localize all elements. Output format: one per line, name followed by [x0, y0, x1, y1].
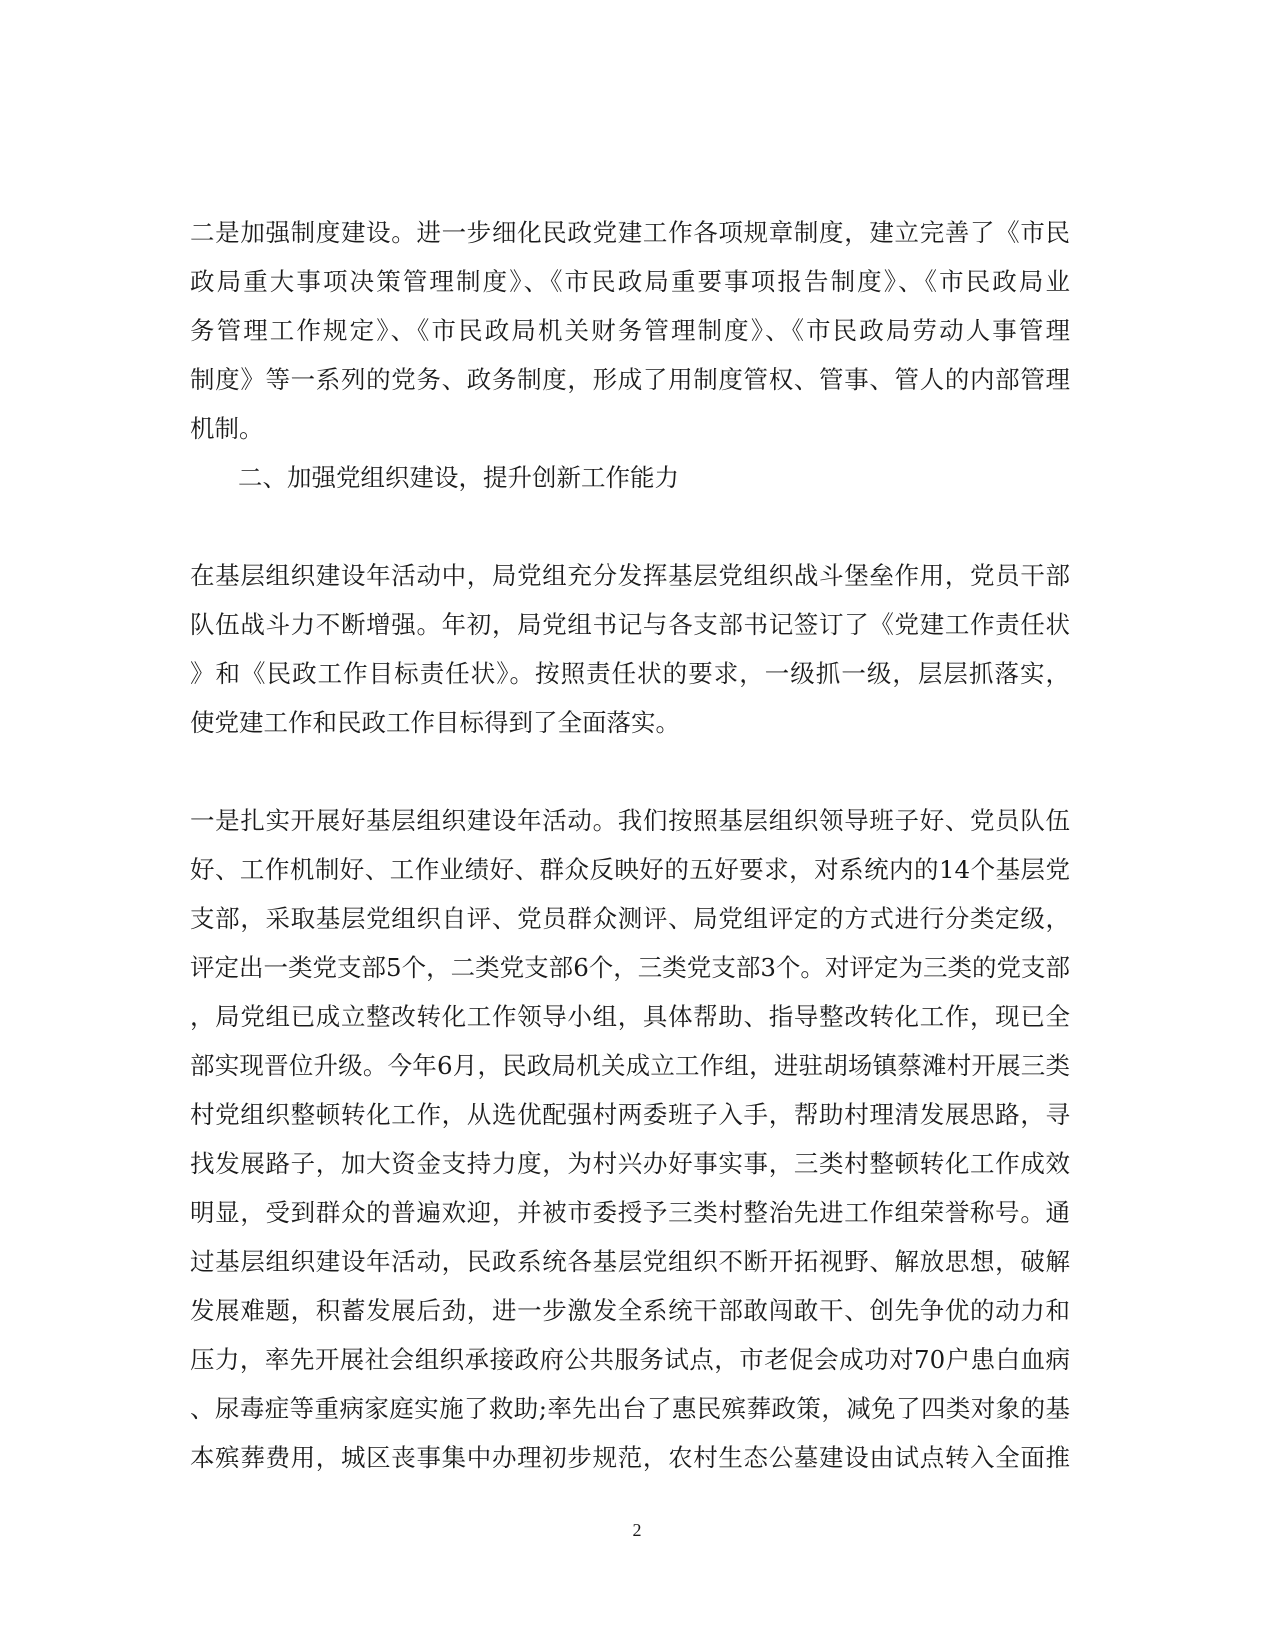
text-line: 压力，率先开展社会组织承接政府公共服务试点，市老促会成功对70户患白血病 — [190, 1345, 1070, 1374]
text-line: 过基层组织建设年活动，民政系统各基层党组织不断开拓视野、解放思想，破解 — [190, 1247, 1070, 1276]
section-heading: 二、加强党组织建设，提升创新工作能力 — [238, 463, 679, 492]
text-line: ，局党组已成立整改转化工作领导小组，具体帮助、指导整改转化工作，现已全 — [190, 1002, 1070, 1031]
page-number: 2 — [632, 1520, 642, 1540]
text-line: 政局重大事项决策管理制度》、《市民政局重要事项报告制度》、《市民政局业 — [190, 267, 1070, 296]
text-line: 务管理工作规定》、《市民政局机关财务管理制度》、《市民政局劳动人事管理 — [190, 316, 1070, 345]
text-line: 队伍战斗力不断增强。年初，局党组书记与各支部书记签订了《党建工作责任状 — [190, 610, 1070, 639]
document-body — [190, 208, 1070, 1482]
text-line: 一是扎实开展好基层组织建设年活动。我们按照基层组织领导班子好、党员队伍 — [190, 806, 1070, 835]
text-line: 二是加强制度建设。进一步细化民政党建工作各项规章制度，建立完善了《市民 — [190, 218, 1070, 247]
text-line: 发展难题，积蓄发展后劲，进一步激发全系统干部敢闯敢干、创先争优的动力和 — [190, 1296, 1070, 1325]
text-line: 、尿毒症等重病家庭实施了救助;率先出台了惠民殡葬政策，减免了四类对象的基 — [190, 1394, 1070, 1423]
text-line: 部实现晋位升级。今年6月，民政局机关成立工作组，进驻胡场镇蔡滩村开展三类 — [190, 1051, 1070, 1080]
text-line: 找发展路子，加大资金支持力度，为村兴办好事实事，三类村整顿转化工作成效 — [190, 1149, 1070, 1178]
text-line: 村党组织整顿转化工作，从选优配强村两委班子入手，帮助村理清发展思路，寻 — [190, 1100, 1070, 1129]
text-line: 本殡葬费用，城区丧事集中办理初步规范，农村生态公墓建设由试点转入全面推 — [190, 1443, 1070, 1472]
paragraph-spacer — [190, 502, 1070, 551]
text-line: 制度》等一系列的党务、政务制度，形成了用制度管权、管事、管人的内部管理 — [190, 365, 1070, 394]
text-line: 好、工作机制好、工作业绩好、群众反映好的五好要求，对系统内的14个基层党 — [190, 855, 1070, 884]
text-line: 评定出一类党支部5个，二类党支部6个，三类党支部3个。对评定为三类的党支部 — [190, 953, 1070, 982]
paragraph-organization-year — [190, 796, 1070, 1482]
paragraph-institution-building — [190, 208, 1070, 453]
text-line: 机制。 — [190, 414, 264, 443]
text-line: 在基层组织建设年活动中，局党组充分发挥基层党组织战斗堡垒作用，党员干部 — [190, 561, 1070, 590]
text-line: 支部，采取基层党组织自评、党员群众测评、局党组评定的方式进行分类定级， — [190, 904, 1070, 933]
text-line: 》和《民政工作目标责任状》。按照责任状的要求，一级抓一级，层层抓落实， — [190, 659, 1070, 688]
paragraph-spacer — [190, 747, 1070, 796]
paragraph-grassroots-activity — [190, 551, 1070, 747]
text-line: 使党建工作和民政工作目标得到了全面落实。 — [190, 708, 680, 737]
text-line: 明显，受到群众的普遍欢迎，并被市委授予三类村整治先进工作组荣誉称号。通 — [190, 1198, 1070, 1227]
